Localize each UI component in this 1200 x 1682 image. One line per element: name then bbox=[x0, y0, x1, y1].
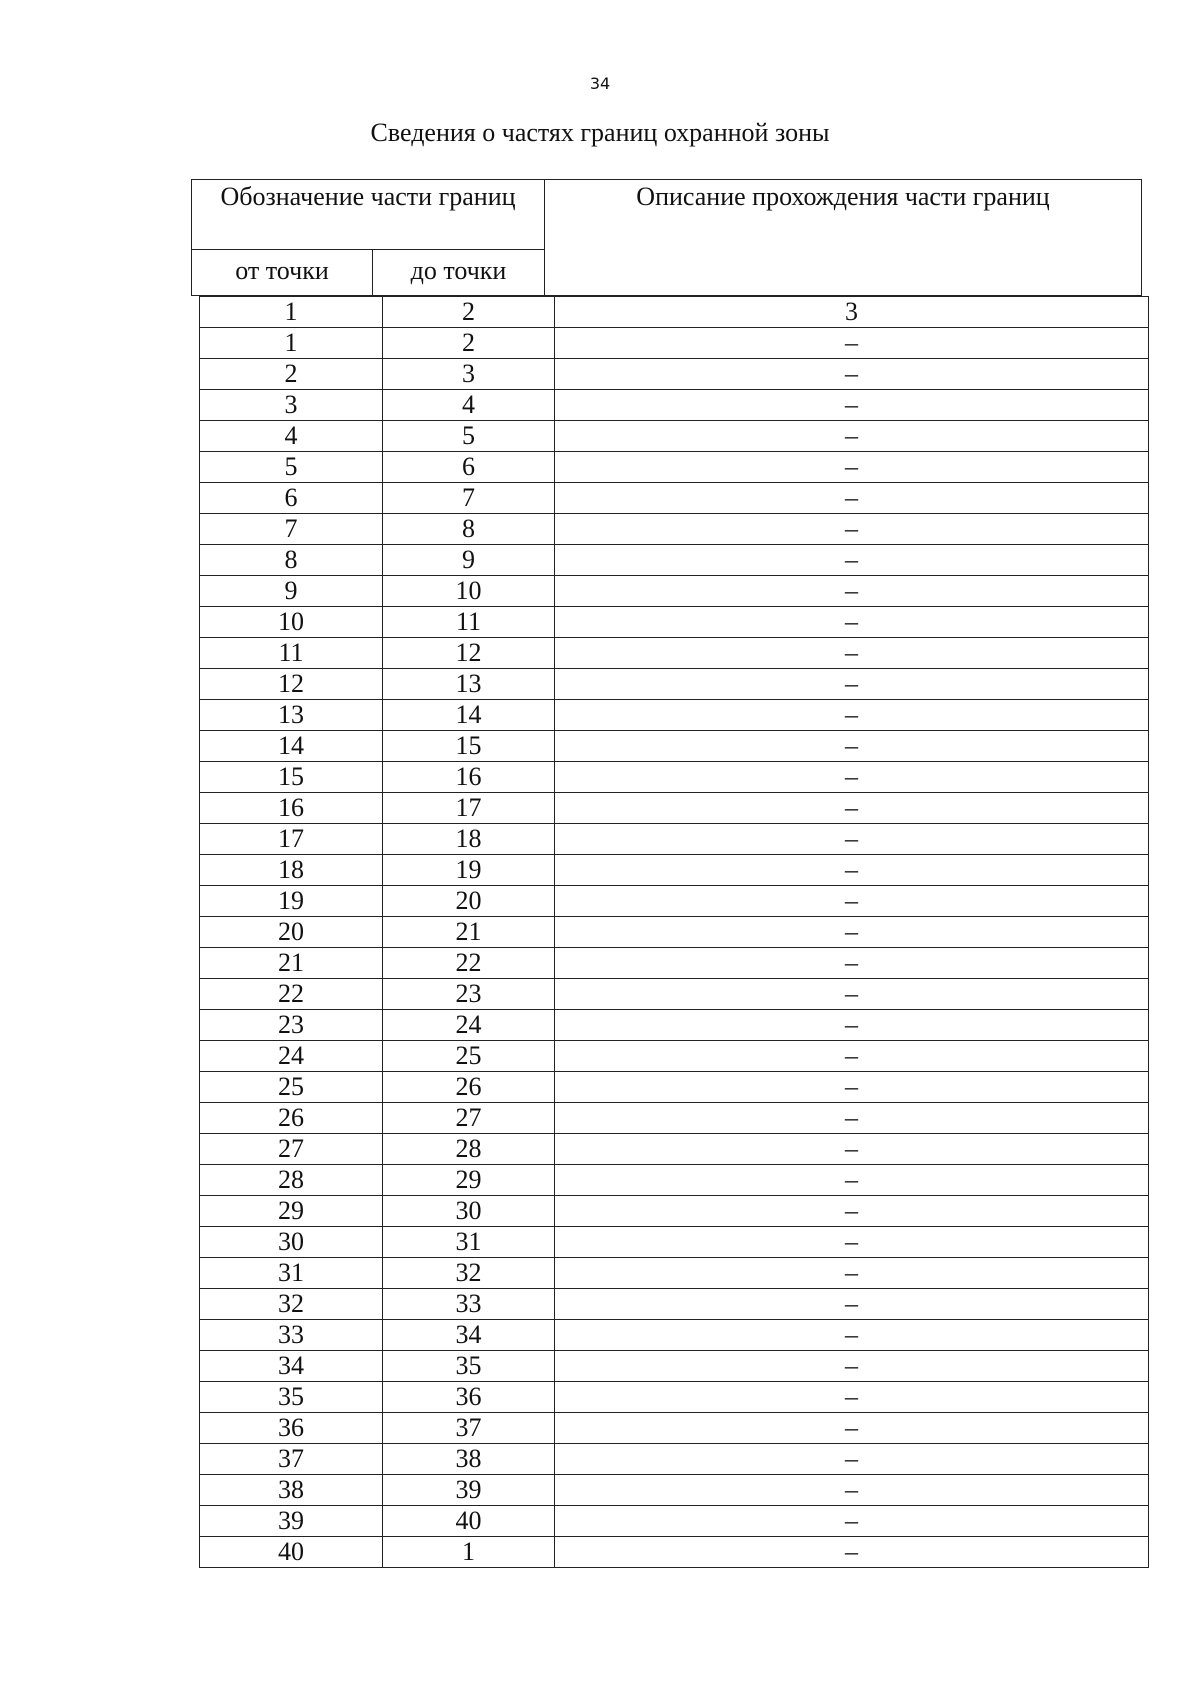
header-designation: Обозначение части границ bbox=[192, 180, 545, 250]
column-number-row bbox=[200, 297, 1149, 328]
cell-description: – bbox=[555, 979, 1149, 1010]
cell-from-point: 18 bbox=[200, 855, 383, 886]
cell-to-point: 31 bbox=[383, 1227, 555, 1258]
cell-description: – bbox=[555, 1196, 1149, 1227]
cell-from-point: 10 bbox=[200, 607, 383, 638]
cell-description: – bbox=[555, 576, 1149, 607]
cell-to-point: 7 bbox=[383, 483, 555, 514]
cell-to-point: 35 bbox=[383, 1351, 555, 1382]
table-row bbox=[200, 483, 1149, 514]
cell-description: – bbox=[555, 1010, 1149, 1041]
cell-from-point: 20 bbox=[200, 917, 383, 948]
page-title: Сведения о частях границ охранной зоны bbox=[370, 118, 830, 147]
cell-to-point: 25 bbox=[383, 1041, 555, 1072]
column-number: 3 bbox=[555, 297, 1149, 328]
cell-description: – bbox=[555, 669, 1149, 700]
cell-description: – bbox=[555, 886, 1149, 917]
column-number: 2 bbox=[383, 297, 555, 328]
table-row bbox=[200, 917, 1149, 948]
cell-from-point: 3 bbox=[200, 390, 383, 421]
cell-description: – bbox=[555, 1103, 1149, 1134]
cell-to-point: 27 bbox=[383, 1103, 555, 1134]
table-row bbox=[200, 948, 1149, 979]
cell-from-point: 29 bbox=[200, 1196, 383, 1227]
cell-to-point: 14 bbox=[383, 700, 555, 731]
cell-to-point: 19 bbox=[383, 855, 555, 886]
cell-description: – bbox=[555, 1320, 1149, 1351]
cell-to-point: 26 bbox=[383, 1072, 555, 1103]
cell-description: – bbox=[555, 390, 1149, 421]
table-row bbox=[200, 328, 1149, 359]
cell-to-point: 13 bbox=[383, 669, 555, 700]
cell-description: – bbox=[555, 824, 1149, 855]
cell-to-point: 33 bbox=[383, 1289, 555, 1320]
cell-description: – bbox=[555, 545, 1149, 576]
cell-to-point: 5 bbox=[383, 421, 555, 452]
table-row bbox=[200, 1134, 1149, 1165]
cell-to-point: 38 bbox=[383, 1444, 555, 1475]
cell-to-point: 6 bbox=[383, 452, 555, 483]
cell-description: – bbox=[555, 1227, 1149, 1258]
cell-from-point: 12 bbox=[200, 669, 383, 700]
table-row bbox=[200, 1165, 1149, 1196]
cell-description: – bbox=[555, 359, 1149, 390]
cell-to-point: 21 bbox=[383, 917, 555, 948]
cell-to-point: 36 bbox=[383, 1382, 555, 1413]
cell-to-point: 22 bbox=[383, 948, 555, 979]
cell-from-point: 19 bbox=[200, 886, 383, 917]
cell-from-point: 2 bbox=[200, 359, 383, 390]
cell-from-point: 37 bbox=[200, 1444, 383, 1475]
cell-from-point: 26 bbox=[200, 1103, 383, 1134]
cell-from-point: 22 bbox=[200, 979, 383, 1010]
table-row bbox=[200, 607, 1149, 638]
cell-from-point: 39 bbox=[200, 1506, 383, 1537]
table-row bbox=[200, 1351, 1149, 1382]
cell-from-point: 21 bbox=[200, 948, 383, 979]
cell-description: – bbox=[555, 1072, 1149, 1103]
cell-to-point: 1 bbox=[383, 1537, 555, 1568]
cell-to-point: 28 bbox=[383, 1134, 555, 1165]
cell-description: – bbox=[555, 514, 1149, 545]
table-row bbox=[200, 793, 1149, 824]
cell-from-point: 11 bbox=[200, 638, 383, 669]
cell-from-point: 14 bbox=[200, 731, 383, 762]
table-row bbox=[200, 1041, 1149, 1072]
cell-description: – bbox=[555, 421, 1149, 452]
cell-from-point: 9 bbox=[200, 576, 383, 607]
cell-description: – bbox=[555, 328, 1149, 359]
table-row bbox=[200, 390, 1149, 421]
table-row bbox=[200, 1506, 1149, 1537]
cell-from-point: 34 bbox=[200, 1351, 383, 1382]
cell-description: – bbox=[555, 638, 1149, 669]
cell-to-point: 9 bbox=[383, 545, 555, 576]
cell-description: – bbox=[555, 1041, 1149, 1072]
cell-to-point: 39 bbox=[383, 1475, 555, 1506]
cell-description: – bbox=[555, 855, 1149, 886]
cell-from-point: 40 bbox=[200, 1537, 383, 1568]
table-row bbox=[200, 886, 1149, 917]
cell-description: – bbox=[555, 1382, 1149, 1413]
cell-from-point: 24 bbox=[200, 1041, 383, 1072]
cell-from-point: 5 bbox=[200, 452, 383, 483]
table-row bbox=[200, 855, 1149, 886]
table-row bbox=[200, 1413, 1149, 1444]
cell-to-point: 12 bbox=[383, 638, 555, 669]
cell-from-point: 27 bbox=[200, 1134, 383, 1165]
cell-description: – bbox=[555, 607, 1149, 638]
table-row bbox=[200, 1072, 1149, 1103]
table-row bbox=[200, 545, 1149, 576]
table-row bbox=[200, 359, 1149, 390]
table-row bbox=[200, 979, 1149, 1010]
table-row bbox=[200, 1196, 1149, 1227]
table-row bbox=[200, 1444, 1149, 1475]
table-row bbox=[200, 421, 1149, 452]
cell-description: – bbox=[555, 1475, 1149, 1506]
cell-to-point: 2 bbox=[383, 328, 555, 359]
cell-from-point: 16 bbox=[200, 793, 383, 824]
table-row bbox=[200, 1289, 1149, 1320]
table-row bbox=[200, 1537, 1149, 1568]
cell-from-point: 35 bbox=[200, 1382, 383, 1413]
cell-to-point: 17 bbox=[383, 793, 555, 824]
table-row bbox=[200, 514, 1149, 545]
cell-description: – bbox=[555, 483, 1149, 514]
table-rows bbox=[200, 297, 1149, 1568]
cell-from-point: 15 bbox=[200, 762, 383, 793]
cell-from-point: 28 bbox=[200, 1165, 383, 1196]
cell-from-point: 8 bbox=[200, 545, 383, 576]
cell-to-point: 30 bbox=[383, 1196, 555, 1227]
table-row bbox=[200, 1103, 1149, 1134]
cell-to-point: 23 bbox=[383, 979, 555, 1010]
table-row bbox=[200, 1382, 1149, 1413]
cell-description: – bbox=[555, 948, 1149, 979]
cell-description: – bbox=[555, 700, 1149, 731]
page-number: 34 bbox=[589, 74, 611, 93]
cell-to-point: 32 bbox=[383, 1258, 555, 1289]
cell-description: – bbox=[555, 793, 1149, 824]
cell-from-point: 17 bbox=[200, 824, 383, 855]
cell-to-point: 15 bbox=[383, 731, 555, 762]
cell-from-point: 36 bbox=[200, 1413, 383, 1444]
header-description: Описание прохождения части границ bbox=[545, 180, 1142, 296]
table-row bbox=[200, 576, 1149, 607]
cell-to-point: 20 bbox=[383, 886, 555, 917]
cell-description: – bbox=[555, 1258, 1149, 1289]
cell-from-point: 4 bbox=[200, 421, 383, 452]
table-row bbox=[200, 700, 1149, 731]
header-from-point: от точки bbox=[192, 250, 373, 296]
table-body bbox=[199, 296, 1149, 1568]
cell-description: – bbox=[555, 1351, 1149, 1382]
cell-to-point: 18 bbox=[383, 824, 555, 855]
cell-to-point: 11 bbox=[383, 607, 555, 638]
column-number: 1 bbox=[200, 297, 383, 328]
cell-to-point: 29 bbox=[383, 1165, 555, 1196]
cell-to-point: 8 bbox=[383, 514, 555, 545]
cell-from-point: 25 bbox=[200, 1072, 383, 1103]
table-row bbox=[200, 1010, 1149, 1041]
cell-from-point: 33 bbox=[200, 1320, 383, 1351]
cell-from-point: 6 bbox=[200, 483, 383, 514]
cell-to-point: 24 bbox=[383, 1010, 555, 1041]
cell-description: – bbox=[555, 1413, 1149, 1444]
cell-to-point: 34 bbox=[383, 1320, 555, 1351]
table-row bbox=[200, 1227, 1149, 1258]
cell-description: – bbox=[555, 1289, 1149, 1320]
table-row bbox=[200, 1475, 1149, 1506]
cell-from-point: 1 bbox=[200, 328, 383, 359]
cell-to-point: 3 bbox=[383, 359, 555, 390]
table-row bbox=[200, 1320, 1149, 1351]
cell-from-point: 31 bbox=[200, 1258, 383, 1289]
cell-from-point: 23 bbox=[200, 1010, 383, 1041]
cell-description: – bbox=[555, 1134, 1149, 1165]
cell-description: – bbox=[555, 731, 1149, 762]
cell-to-point: 37 bbox=[383, 1413, 555, 1444]
cell-to-point: 16 bbox=[383, 762, 555, 793]
cell-description: – bbox=[555, 1537, 1149, 1568]
table-row bbox=[200, 638, 1149, 669]
cell-description: – bbox=[555, 1506, 1149, 1537]
table-row bbox=[200, 669, 1149, 700]
header-to-point: до точки bbox=[373, 250, 545, 296]
cell-description: – bbox=[555, 1165, 1149, 1196]
cell-description: – bbox=[555, 1444, 1149, 1475]
table-row bbox=[200, 731, 1149, 762]
table-row bbox=[200, 762, 1149, 793]
table-row bbox=[200, 452, 1149, 483]
cell-from-point: 7 bbox=[200, 514, 383, 545]
cell-from-point: 32 bbox=[200, 1289, 383, 1320]
cell-from-point: 30 bbox=[200, 1227, 383, 1258]
table-row bbox=[200, 824, 1149, 855]
cell-to-point: 4 bbox=[383, 390, 555, 421]
cell-description: – bbox=[555, 452, 1149, 483]
cell-description: – bbox=[555, 917, 1149, 948]
table-header bbox=[191, 179, 1142, 296]
cell-to-point: 40 bbox=[383, 1506, 555, 1537]
cell-from-point: 38 bbox=[200, 1475, 383, 1506]
cell-from-point: 13 bbox=[200, 700, 383, 731]
cell-description: – bbox=[555, 762, 1149, 793]
cell-to-point: 10 bbox=[383, 576, 555, 607]
table-row bbox=[200, 1258, 1149, 1289]
